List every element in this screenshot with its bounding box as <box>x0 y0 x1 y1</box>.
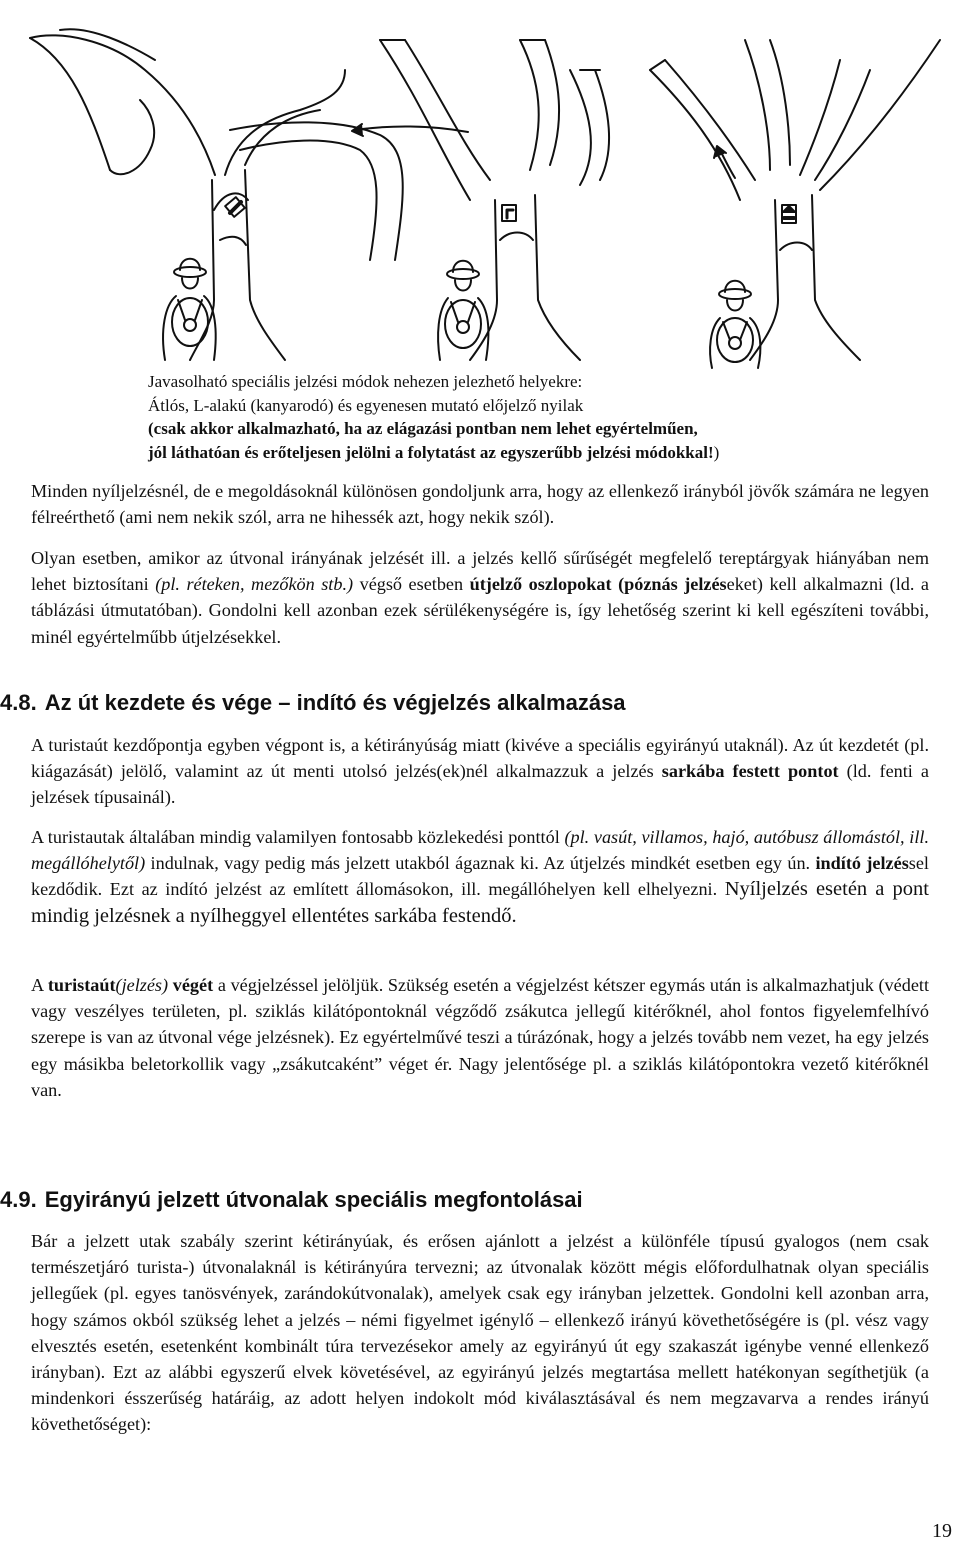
caption-line-3: (csak akkor alkalmazható, ha az elágazási pontban nem lehet egyértelműen, <box>148 419 698 438</box>
section-title: Az út kezdete és vége – indító és végjelzés alkalmazása <box>44 690 626 715</box>
illustration-caption <box>148 370 868 464</box>
paragraph-start-point: A turistaút kezdőpontja egyben végpont is, a kétirányúság miatt (kivéve a speciális egyirányú utaknál). Az út kezdetét (pl. kiágazását) jelölő, valamint az út menti utolsó jelzés(ek)nél alkalmazzuk a jelzés sarkába festett pontot (ld. fenti a jelzések típusainál). <box>31 735 929 808</box>
tree-right <box>650 40 940 360</box>
arrow-middle <box>352 124 468 136</box>
paragraph-end-mark: A turistaút(jelzés) végét a végjelzéssel jelöljük. Szükség esetén a végjelzést kétszer egymás után is alkalmazhatjuk (védett vagy veszélyes területen, pl. sziklás kilátópontoknál végződő zsákutca jellegű kitérőknél, ahol fontos figyelemfelhívó szerepe is van az útvonal vége jelzésnek). Ez egyértelművé teszi a túrázónak, hogy a jelzés tovább nem vezet, ha egy jelzés egy másikba beletorkollik vagy „zsákutcaként” véget ér. Nagy jelentősége pl. a sziklás kilátópontokra vezető kitérőknél van. <box>31 975 930 1100</box>
paragraph-one-way-routes: Bár a jelzett utak szabály szerint kétirányúak, és erősen ajánlott a jelzést a különféle típusú gyalogos (nem csak természetjáró turista-) útvonalaknál is kétirányúra tervezni; az útvonalak között mégis előfordulhatnak olyan speciális jellegűek (pl. egyes tanösvények, zarándokútvonalak), amelyek csak egy irányban jelzettek. Gondolni kell azonban arra, hogy számos okból szükség lehet a jelzés – némi figyelmet igénylő – ellenkező irányú követhetőségére is (pl. vész vagy elvesztés esetén, esetenként kombinált túra tervezésekor amely az egyirányú út egy szakaszát igénybe venné ellenkező irányban). Ezt az alábbi egyszerű elvek követésével, az egyirányú jelzés megtartása mellett hatékonyan segíthetjük (a mindenkori ésszerűség határáig, az adott helyen indokolt mód kiválasztásával és nem megzavarva a rendes irányú követhetőséget): <box>31 1231 929 1435</box>
paragraph-starting-mark: A turistautak általában mindig valamilyen fontosabb közlekedési ponttól (pl. vasút, villamos, hajó, autóbusz állomástól, ill. megállóhelytől) indulnak, vagy pedig más jelzett utakból ágaznak ki. Az útjelzés mindkét esetben egy ún. indító jelzéssel kezdődik. Ezt az indító jelzést az említett állomásokon, ill. megállóhelyen kell elhelyezni. Nyíljelzés esetén a pont mindig jelzésnek a nyílheggyel ellentétes sarkába festendő. <box>31 827 929 927</box>
l-shaped-arrow-sign-icon <box>502 205 516 221</box>
arrow-right <box>714 146 735 178</box>
caption-line-1: Javasolható speciális jelzési módok nehezen jelezhető helyekre: <box>148 372 583 391</box>
section-heading-4-8 <box>0 689 626 717</box>
illustration-trees-hikers <box>0 0 960 370</box>
hiker-left <box>163 259 216 360</box>
paragraph-signposts: Olyan esetben, amikor az útvonal irányának jelzését ill. a jelzés kellő sűrűségét megfelelő tereptárgyak hiányában nem lehet biztosítani (pl. réteken, mezőkön stb.) végső esetben útjelző oszlopokat (póznás jelzéseket) kell alkalmazni (ld. a táblázási útmutatóban). Gondolni kell azonban ezek sérülékenységére is, így lehetőség szerint ki kell egészíteni további, minél egyértelműbb útjelzésekkel. <box>31 548 929 647</box>
straight-arrow-sign-icon <box>782 205 796 223</box>
caption-line-2: Átlós, L-alakú (kanyarodó) és egyenesen mutató előjelző nyilak <box>148 395 584 415</box>
section-number: 4.8. <box>0 690 37 715</box>
caption-line-4: jól láthatóan és erőteljesen jelölni a folytatást az egyszerűbb jelzési módokkal!) <box>148 442 720 462</box>
section-number: 4.9. <box>0 1187 37 1212</box>
section-heading-4-9 <box>0 1186 583 1214</box>
section-title: Egyirányú jelzett útvonalak speciális megfontolásai <box>44 1187 583 1212</box>
paragraph-arrow-marking: Minden nyíljelzésnél, de e megoldásoknál különösen gondoljunk arra, hogy az ellenkező irányból jövők számára ne legyen félreérthető (ami nem nekik szól, arra ne hihessék azt, hogy nekik szól). <box>31 481 929 528</box>
page-number: 19 <box>932 1520 952 1542</box>
tree-middle <box>230 40 609 360</box>
diagonal-arrow-sign-icon <box>225 197 245 217</box>
tree-left <box>30 29 345 360</box>
